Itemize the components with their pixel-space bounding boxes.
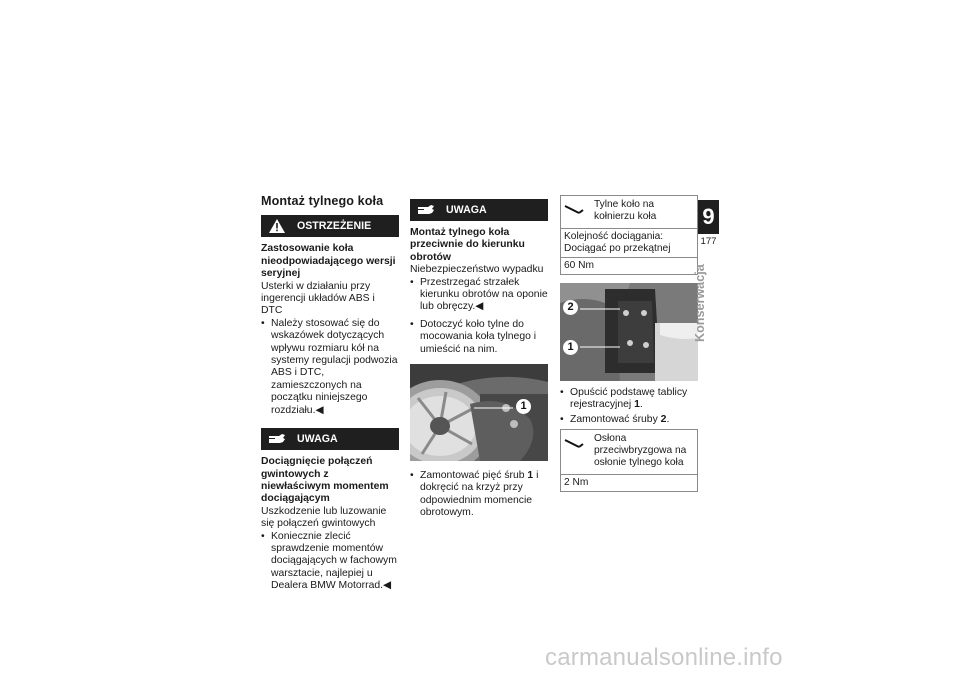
note-heading: Dociągnięcie połączeń gwintowych z niewłaściwym momentem dociągającym [261, 456, 389, 505]
warning-bullet: • Należy stosować się do wskazówek dotyczących wpływu rozmiaru kół na systemy regulacji podwozia ABS i DTC, zamieszczonych na początku niniejszego rozdziału.◀ [261, 318, 399, 417]
chapter-tab [698, 200, 719, 247]
torque-table-1-sequence: Kolejność dociągania: Dociągać po przekątnej [561, 228, 697, 257]
column-3 [560, 195, 698, 492]
rear-wheel-photo [410, 364, 548, 461]
bullet-lower-plate-text-b: . [639, 399, 643, 411]
bullet-install-screws-ref: 2 [660, 413, 667, 425]
torque-table-1-title: Tylne koło na kołnierzu koła [594, 199, 657, 222]
callout-1: 1 [563, 340, 578, 355]
bullet-screws-text-a: Zamontować pięć śrub [420, 470, 528, 482]
chapter-title: Konserwacja [693, 264, 707, 342]
bullet-lower-plate [560, 387, 698, 412]
chapter-number: 9 [698, 200, 719, 234]
column-1 [261, 195, 399, 598]
note-bar [261, 428, 399, 450]
warning-triangle-icon [267, 218, 287, 234]
note-heading: Montaż tylnego koła przeciwnie do kierunku obrotów [410, 227, 525, 263]
hand-note-icon [416, 202, 436, 218]
torque-table-2-title: Osłona przeciwbryzgowa na osłonie tylnego koła [594, 433, 687, 469]
number-plate-photo [560, 283, 698, 381]
bullet-screws [410, 470, 548, 520]
torque-wrench-icon [564, 433, 594, 469]
column-2 [410, 195, 548, 525]
bullet-lower-plate-ref: 1 [634, 399, 640, 411]
bullet-place-wheel: • Dotoczyć koło tylne do mocowania koła tylnego i umieścić na nim. [410, 319, 548, 356]
torque-table-2-value: 2 Nm [561, 474, 697, 491]
bullet-arrows: • Przestrzegać strzałek kierunku obrotów na oponie lub obręczy.◀ [410, 277, 548, 314]
note-bar [410, 199, 548, 221]
warning-heading: Zastosowanie koła nieodpowiadającego wersji seryjnej [261, 243, 396, 280]
note-bullet: • Koniecznie zlecić sprawdzenie momentów dociągających w fachowym warsztacie, najlepiej u Dealera BMW Motorrad.◀ [261, 531, 399, 593]
bullet-screws-text-b: i dokręcić na krzyż przy odpowiednim momencie obrotowym. [420, 470, 539, 519]
bullet-lower-plate-text-a: Opuścić podstawę tablicy rejestracyjnej [570, 387, 688, 411]
note-bar-label: UWAGA [446, 203, 487, 216]
torque-table-2-header [561, 430, 697, 474]
torque-table-1 [560, 195, 698, 275]
note-text: Niebezpieczeństwo wypadku [410, 264, 544, 276]
bullet-install-screws-text-b: . [666, 413, 670, 425]
callout-1: 1 [516, 399, 531, 414]
torque-wrench-icon [564, 199, 594, 223]
warning-bar-label: OSTRZEŻENIE [297, 220, 372, 233]
bullet-install-screws [560, 414, 698, 426]
warning-bar [261, 215, 399, 237]
page-number: 177 [700, 236, 717, 247]
warning-text: Usterki w działaniu przy ingerencji układów ABS i DTC [261, 280, 375, 317]
torque-table-1-header [561, 196, 697, 228]
bullet-screws-ref: 1 [527, 470, 534, 482]
callout-2: 2 [563, 300, 578, 315]
hand-note-icon [267, 431, 287, 447]
note-text: Uszkodzenie lub luzowanie się połączeń gwintowych [261, 505, 387, 530]
watermark: carmanualsonline.info [545, 644, 783, 671]
torque-table-1-value: 60 Nm [561, 257, 697, 274]
bullet-install-screws-text-a: Zamontować śruby [570, 413, 661, 425]
section-title: Montaż tylnego koła [261, 194, 384, 208]
torque-table-2 [560, 429, 698, 492]
note-bar-label: UWAGA [297, 432, 338, 445]
